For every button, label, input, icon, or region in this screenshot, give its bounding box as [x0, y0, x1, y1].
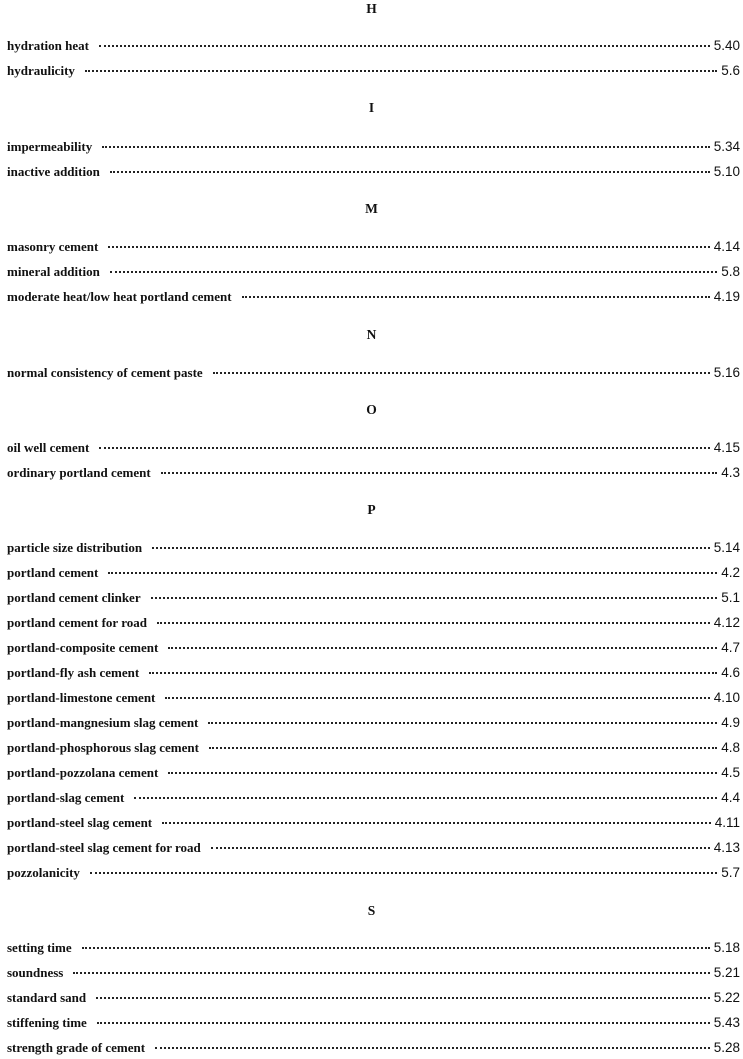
- dot-leader: [108, 572, 717, 574]
- index-term: hydration heat: [7, 38, 89, 53]
- clause-reference: 4.13: [713, 840, 740, 855]
- clause-reference: 4.4: [721, 790, 740, 805]
- section-letter-h: H: [366, 1, 377, 16]
- index-entry: [7, 864, 740, 882]
- section-letter-m: M: [365, 201, 378, 216]
- section-letter-p: P: [367, 502, 376, 517]
- index-entry: [7, 163, 740, 181]
- dot-leader: [82, 947, 710, 949]
- dot-leader: [110, 171, 710, 173]
- clause-reference: 5.22: [713, 990, 740, 1005]
- dot-leader: [211, 847, 710, 849]
- index-entry: [7, 939, 740, 957]
- clause-reference: 4.14: [713, 239, 740, 254]
- dot-leader: [90, 872, 717, 874]
- index-term: portland-phosphorous slag cement: [7, 740, 199, 755]
- clause-reference: 4.9: [721, 715, 740, 730]
- index-term: portland-fly ash cement: [7, 665, 140, 680]
- dot-leader: [99, 447, 709, 449]
- clause-reference: 4.7: [721, 640, 740, 655]
- index-entry: [7, 288, 740, 306]
- dot-leader: [208, 722, 717, 724]
- index-term: standard sand: [7, 990, 87, 1005]
- dot-leader: [102, 146, 710, 148]
- dot-leader: [165, 697, 709, 699]
- dot-leader: [96, 997, 710, 999]
- dot-leader: [110, 271, 717, 273]
- index-term: portland cement for road: [7, 615, 147, 630]
- clause-reference: 5.40: [713, 38, 740, 53]
- dot-leader: [242, 296, 710, 298]
- dot-leader: [213, 372, 710, 374]
- dot-leader: [108, 246, 709, 248]
- index-term: oil well cement: [7, 440, 90, 455]
- index-entry: [7, 589, 740, 607]
- index-entry: [7, 1039, 740, 1057]
- dot-leader: [168, 647, 717, 649]
- clause-reference: 4.11: [714, 815, 740, 830]
- index-entry: [7, 639, 740, 657]
- index-term: ordinary portland cement: [7, 465, 151, 480]
- index-term: portland-slag cement: [7, 790, 125, 805]
- index-entry: [7, 464, 740, 482]
- index-entry: [7, 839, 740, 857]
- clause-reference: 4.2: [721, 565, 740, 580]
- clause-reference: 5.7: [721, 865, 740, 880]
- index-entry: [7, 689, 740, 707]
- clause-reference: 5.8: [721, 264, 740, 279]
- index-entry: [7, 238, 740, 256]
- index-term: impermeability: [7, 139, 93, 154]
- index-entry: [7, 37, 740, 55]
- index-term: hydraulicity: [7, 63, 75, 78]
- index-term: portland-mangnesium slag cement: [7, 715, 199, 730]
- index-term: strength grade of cement: [7, 1040, 146, 1055]
- index-entry: [7, 539, 740, 557]
- clause-reference: 5.21: [713, 965, 740, 980]
- index-term: portland cement clinker: [7, 590, 141, 605]
- clause-reference: 4.5: [721, 765, 740, 780]
- index-entry: [7, 714, 740, 732]
- index-entry: [7, 263, 740, 281]
- section-letter-n: N: [366, 327, 377, 342]
- dot-leader: [157, 622, 710, 624]
- index-entry: [7, 789, 740, 807]
- index-term: soundness: [7, 965, 64, 980]
- index-entry: [7, 138, 740, 156]
- dot-leader: [162, 822, 711, 824]
- dot-leader: [151, 597, 718, 599]
- index-entry: [7, 564, 740, 582]
- index-term: stiffening time: [7, 1015, 87, 1030]
- index-entry: [7, 964, 740, 982]
- clause-reference: 5.28: [713, 1040, 740, 1055]
- clause-reference: 5.1: [721, 590, 740, 605]
- section-letter-o: O: [366, 402, 377, 417]
- index-term: mineral addition: [7, 264, 100, 279]
- dot-leader: [168, 772, 717, 774]
- clause-reference: 4.12: [713, 615, 740, 630]
- clause-reference: 5.14: [713, 540, 740, 555]
- index-term: portland-steel slag cement for road: [7, 840, 201, 855]
- clause-reference: 5.16: [713, 365, 740, 380]
- index-term: portland-steel slag cement: [7, 815, 153, 830]
- dot-leader: [161, 472, 718, 474]
- index-term: portland-pozzolana cement: [7, 765, 159, 780]
- clause-reference: 5.6: [721, 63, 740, 78]
- index-entry: [7, 439, 740, 457]
- dot-leader: [155, 1047, 710, 1049]
- index-entry: [7, 364, 740, 382]
- index-entry: [7, 1014, 740, 1032]
- clause-reference: 5.18: [713, 940, 740, 955]
- clause-reference: 5.10: [713, 164, 740, 179]
- dot-leader: [152, 547, 710, 549]
- index-term: setting time: [7, 940, 72, 955]
- index-entry: [7, 814, 740, 832]
- index-entry: [7, 739, 740, 757]
- index-term: particle size distribution: [7, 540, 143, 555]
- clause-reference: 4.8: [721, 740, 740, 755]
- index-entry: [7, 664, 740, 682]
- index-term: inactive addition: [7, 164, 100, 179]
- index-term: normal consistency of cement paste: [7, 365, 203, 380]
- index-entry: [7, 764, 740, 782]
- dot-leader: [134, 797, 717, 799]
- clause-reference: 4.3: [721, 465, 740, 480]
- dot-leader: [99, 45, 710, 47]
- index-term: portland cement: [7, 565, 99, 580]
- index-term: masonry cement: [7, 239, 99, 254]
- dot-leader: [209, 747, 717, 749]
- clause-reference: 4.10: [713, 690, 740, 705]
- section-letter-s: S: [367, 903, 376, 918]
- dot-leader: [149, 672, 717, 674]
- clause-reference: 5.34: [713, 139, 740, 154]
- dot-leader: [85, 70, 717, 72]
- clause-reference: 4.19: [713, 289, 740, 304]
- clause-reference: 5.43: [713, 1015, 740, 1030]
- index-term: portland-limestone cement: [7, 690, 156, 705]
- section-letter-i: I: [368, 100, 375, 115]
- dot-leader: [73, 972, 709, 974]
- index-term: pozzolanicity: [7, 865, 80, 880]
- clause-reference: 4.15: [713, 440, 740, 455]
- dot-leader: [97, 1022, 710, 1024]
- clause-reference: 4.6: [721, 665, 740, 680]
- index-term: portland-composite cement: [7, 640, 159, 655]
- index-entry: [7, 989, 740, 1007]
- index-entry: [7, 614, 740, 632]
- index-entry: [7, 62, 740, 80]
- index-term: moderate heat/low heat portland cement: [7, 289, 232, 304]
